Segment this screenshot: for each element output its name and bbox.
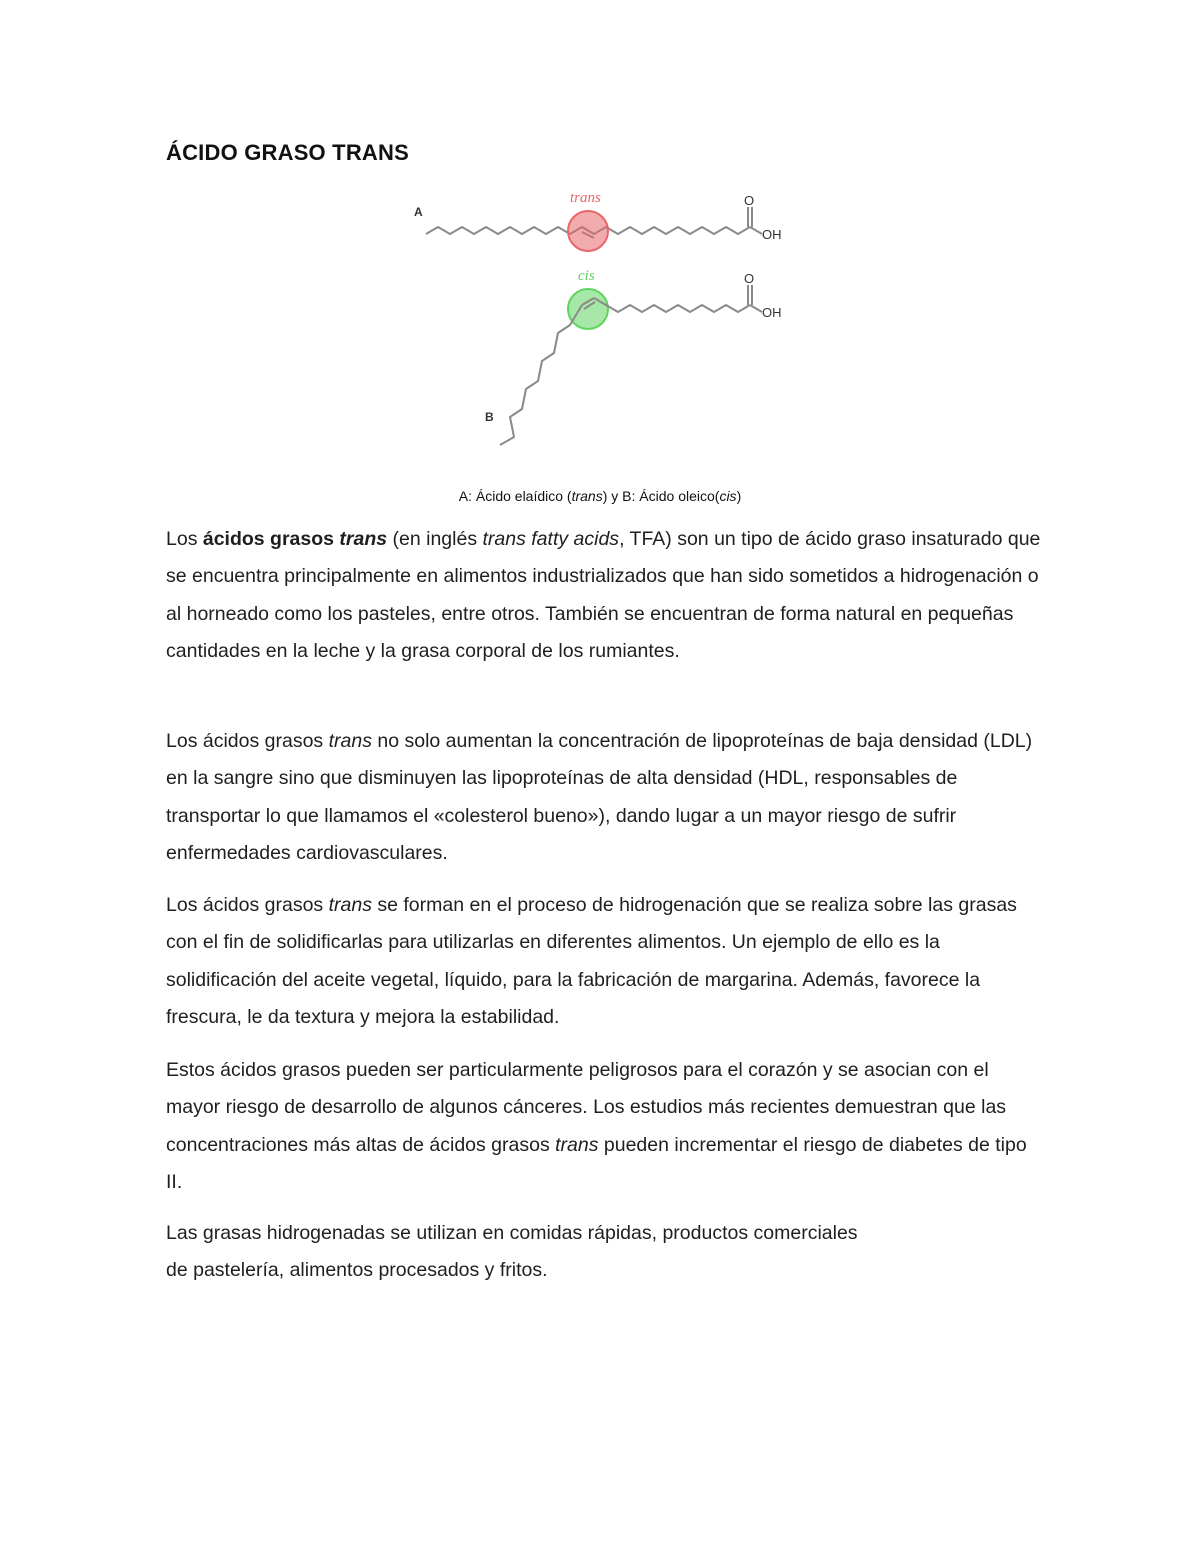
trans-highlight-circle [568,211,608,251]
p3-text-1: Los ácidos grasos [166,894,329,916]
molecule-a-oxygen: O [744,193,755,208]
p5-line-1: Las grasas hidrogenadas se utilizan en comidas rápidas, productos comerciales [166,1222,858,1244]
caption-trans: trans [571,488,603,504]
molecule-b-chain-tail [500,305,582,445]
molecule-a-oh-bond [750,227,762,234]
caption-suffix: ) [736,488,742,504]
trans-label: trans [570,190,601,206]
p3-italic-trans: trans [328,894,372,916]
label-b: B [485,410,494,424]
paragraph-health-risks [166,1052,1046,1201]
paragraph-hydrogenation [166,887,1046,1036]
caption-middle: ) y B: Ácido oleico( [602,488,720,504]
p2-text-1: Los ácidos grasos [166,730,329,752]
molecule-b-oxygen: O [744,271,755,286]
p4-italic-trans: trans [555,1133,599,1156]
p1-text-3: , TFA) son un tipo de ácido graso insaturado que se encuentra principalmente en alimentos industrializados que han sido sometidos a hidrogenación o al horneado como los pasteles, entre otros. También se encuentran de forma natural en pequeñas cantidades en la leche y la grasa corporal de los rumiantes. [166,528,1041,662]
p2-italic-trans: trans [328,730,372,752]
p2-text-2: no solo aumentan la concentración de lipoproteínas de baja densidad (LDL) en la sangre sino que disminuyen las lipoproteínas de alta densidad (HDL, responsables de transportar lo que llamamos el «colesterol bueno»), dando lugar a un mayor riesgo de sufrir enfermedades cardiovasculares. [166,730,1033,864]
fatty-acid-structures-figure [400,185,800,455]
p3-text-2: se forman en el proceso de hidrogenación que se realiza sobre las grasas con el fin de solidificarlas para utilizarlas en diferentes alimentos. Un ejemplo de ello es la solidificación del aceite vegetal, líquido, para la fabricación de margarina. Además, favorece la frescura, le da textura y mejora la estabilidad. [166,894,1017,1028]
paragraph-uses [166,1215,1046,1290]
p1-italic-english: trans fatty acids [482,528,620,550]
label-a: A [414,205,423,219]
molecule-b-hydroxyl: OH [762,305,782,320]
caption-prefix: A: Ácido elaídico ( [458,488,572,504]
cis-highlight-circle [568,289,608,329]
figure-caption [0,488,1200,504]
p4-text-2: pueden incrementar el riesgo de diabetes de tipo II. [166,1133,1027,1193]
p5-line-2: de pastelería, alimentos procesados y fritos. [166,1259,548,1282]
molecule-b-oh-bond [750,305,762,312]
paragraph-cholesterol [166,723,1046,872]
p1-text-2: (en inglés [387,528,483,550]
molecule-a-hydroxyl: OH [762,227,782,242]
molecule-b-chain-right [594,298,750,312]
p1-bold-italic-trans: trans [339,528,388,550]
cis-label: cis [578,268,595,284]
p1-bold-term: ácidos grasos [202,528,340,550]
p1-text-1: Los [166,528,203,550]
page-title: ÁCIDO GRASO TRANS [166,140,409,165]
molecule-diagram [400,185,800,455]
caption-cis: cis [719,488,737,504]
paragraph-definition [166,521,1046,670]
p4-text-1: Estos ácidos grasos pueden ser particularmente peligrosos para el corazón y se asocian con el mayor riesgo de desarrollo de algunos cánceres. Los estudios más recientes demuestran que las concentraciones más altas de ácidos grasos [166,1059,1007,1156]
